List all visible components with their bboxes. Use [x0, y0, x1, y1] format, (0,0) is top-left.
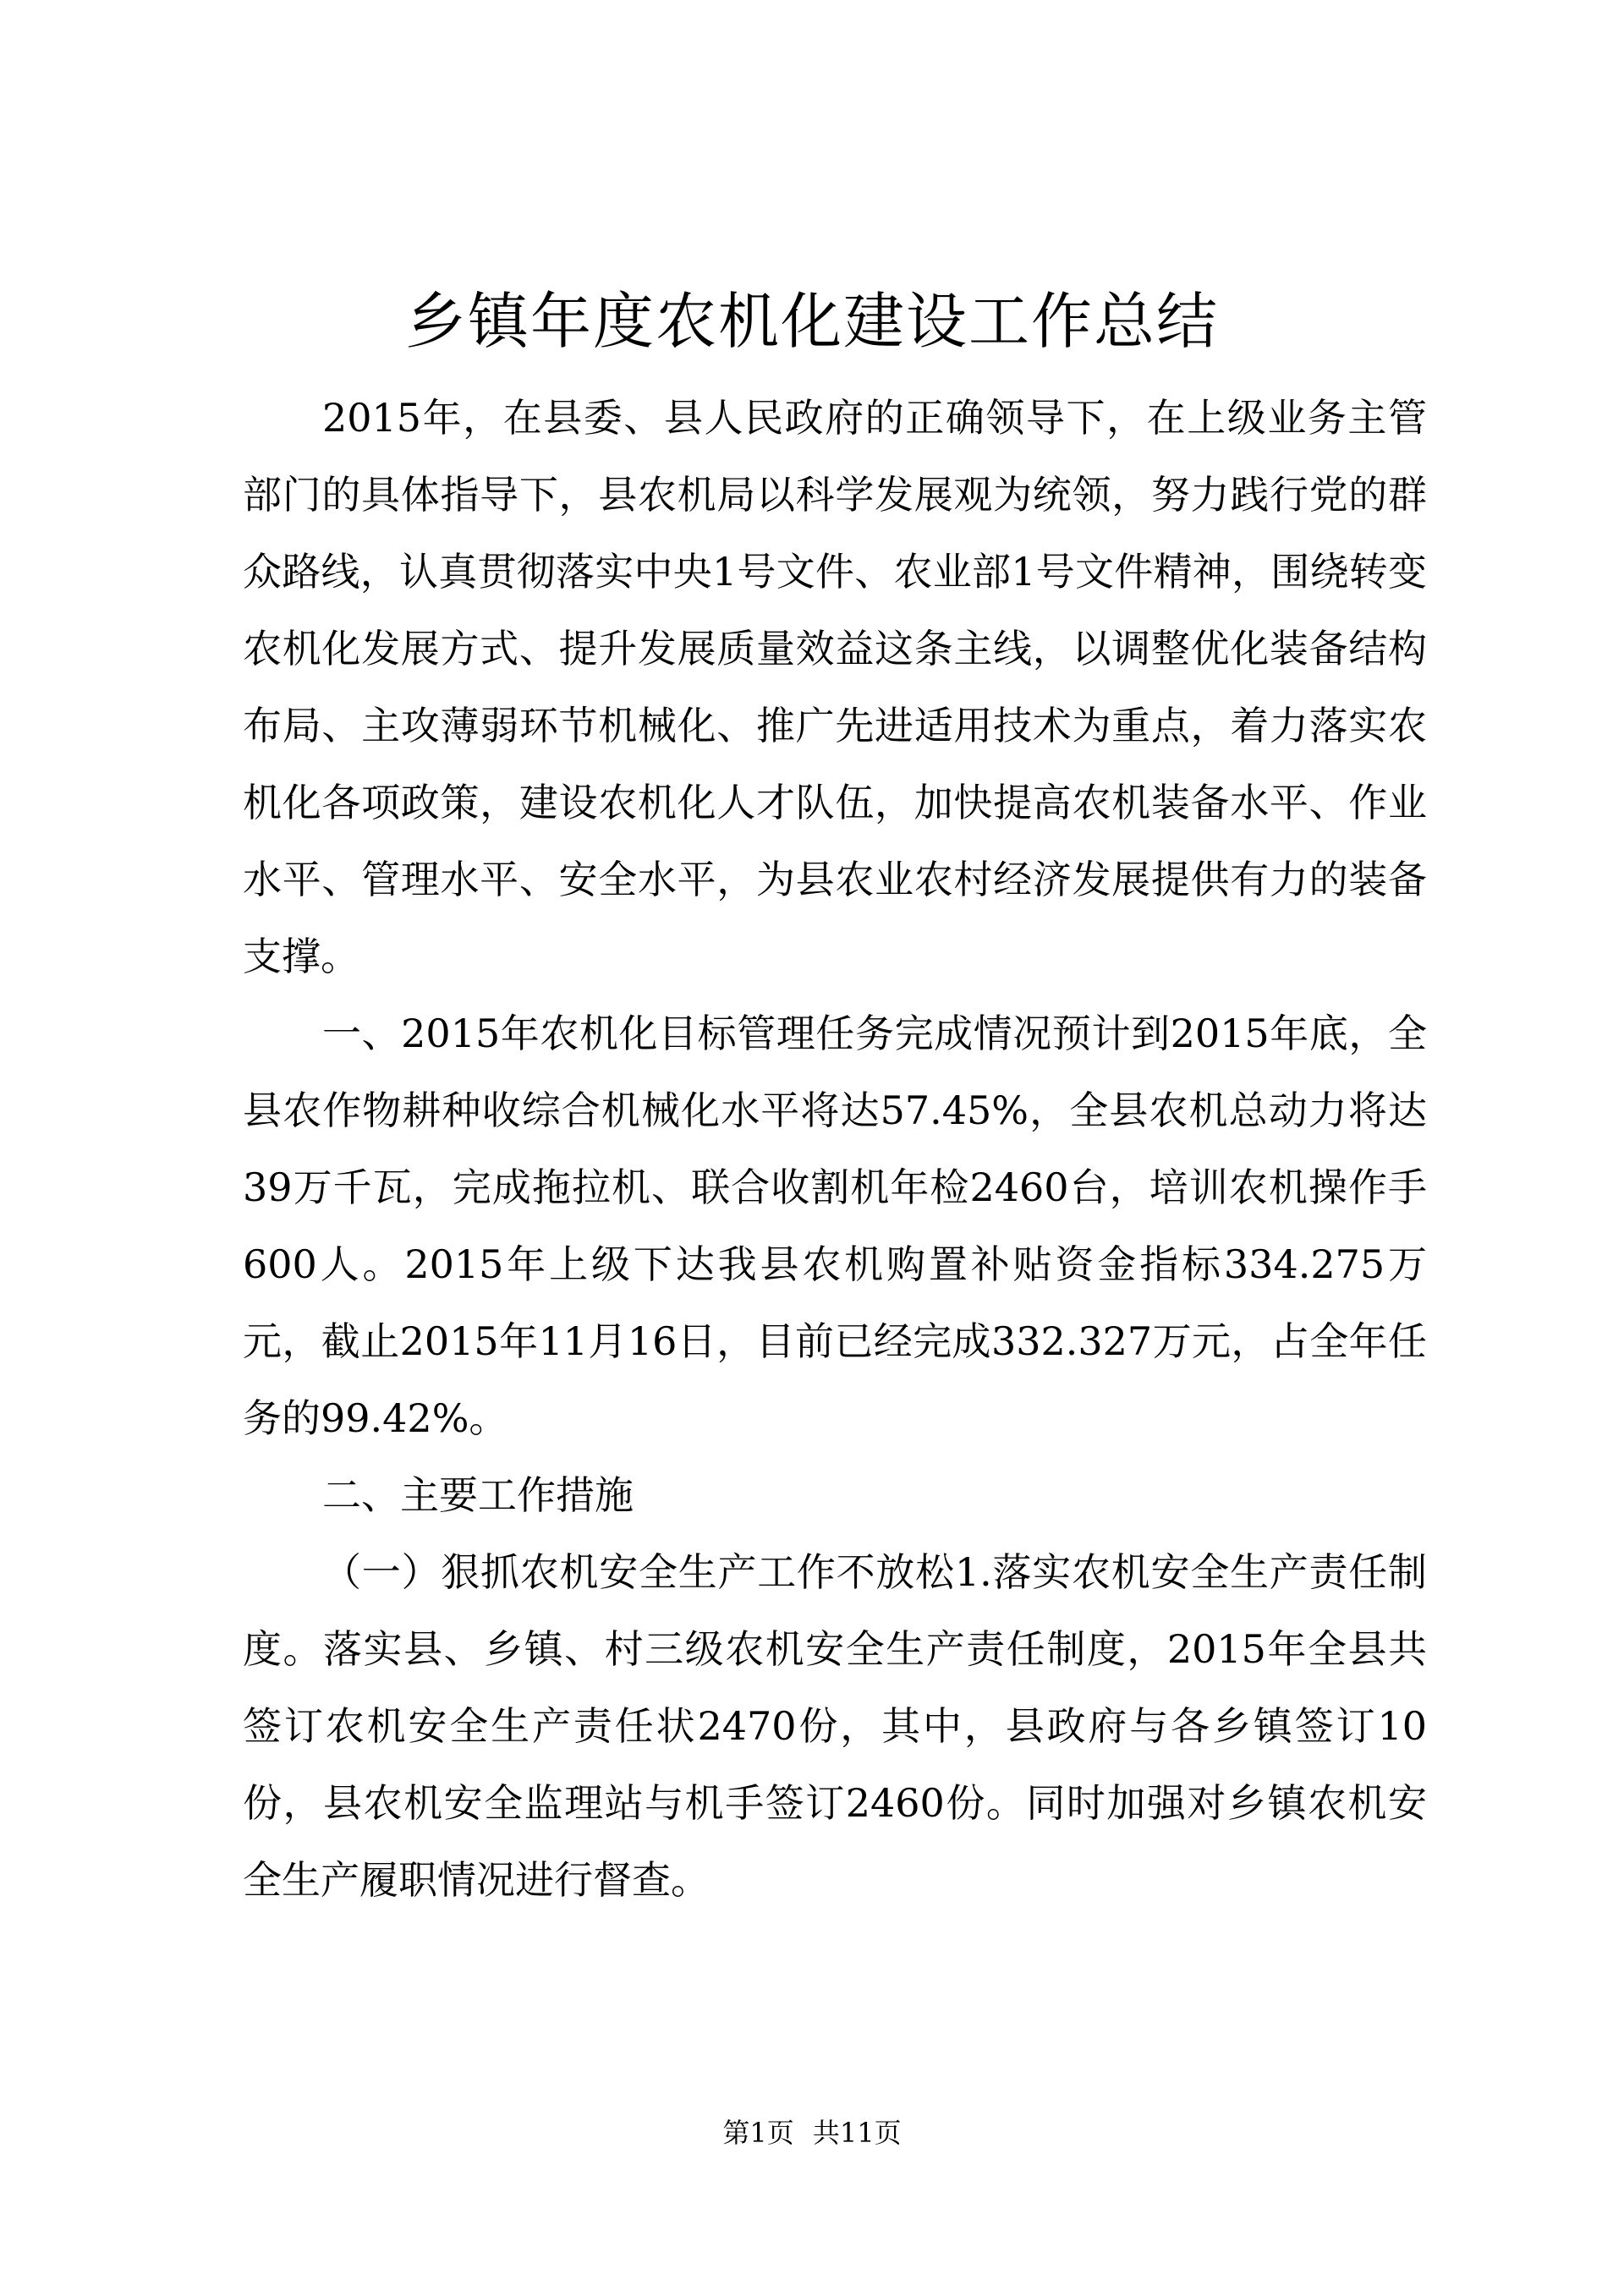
paragraph-intro: 2015年，在县委、县人民政府的正确领导下，在上级业务主管部门的具体指导下，县农机局以科学发展观为统领，努力践行党的群众路线，认真贯彻落实中央1号文件、农业部1号文件精神，围绕转变农机化发展方式、提升发展质量效益这条主线，以调整优化装备结构布局、主攻薄弱环节机械化、推广先进适用技术为重点，着力落实农机化各项政策，建设农机化人才队伍，加快提高农机装备水平、作业水平、管理水平、安全水平，为县农业农村经济发展提供有力的装备支撑。	[243, 395, 1427, 979]
section-heading-measures: 二、主要工作措施	[322, 1472, 634, 1518]
paragraph-targets: 一、2015年农机化目标管理任务完成情况预计到2015年底，全县农作物耕种收综合机械化水平将达57.45%，全县农机总动力将达39万千瓦，完成拖拉机、联合收割机年检2460台，培训农机操作手600人。2015年上级下达我县农机购置补贴资金指标334.275万元，截止2015年11月16日，目前已经完成332.327万元，占全年任务的99.42%。	[243, 1011, 1427, 1441]
page-number: 第1页	[722, 2117, 794, 2149]
paragraph-safety: （一）狠抓农机安全生产工作不放松1.落实农机安全生产责任制度。落实县、乡镇、村三级农机安全生产责任制度，2015年全县共签订农机安全生产责任状2470份，其中，县政府与各乡镇签订10份，县农机安全监理站与机手签订2460份。同时加强对乡镇农机安全生产履职情况进行督查。	[243, 1549, 1427, 1903]
page-footer	[0, 2114, 1624, 2151]
document-title: 乡镇年度农机化建设工作总结	[404, 286, 1219, 357]
document-body	[243, 380, 1427, 1919]
page-total: 共11页	[812, 2117, 902, 2149]
